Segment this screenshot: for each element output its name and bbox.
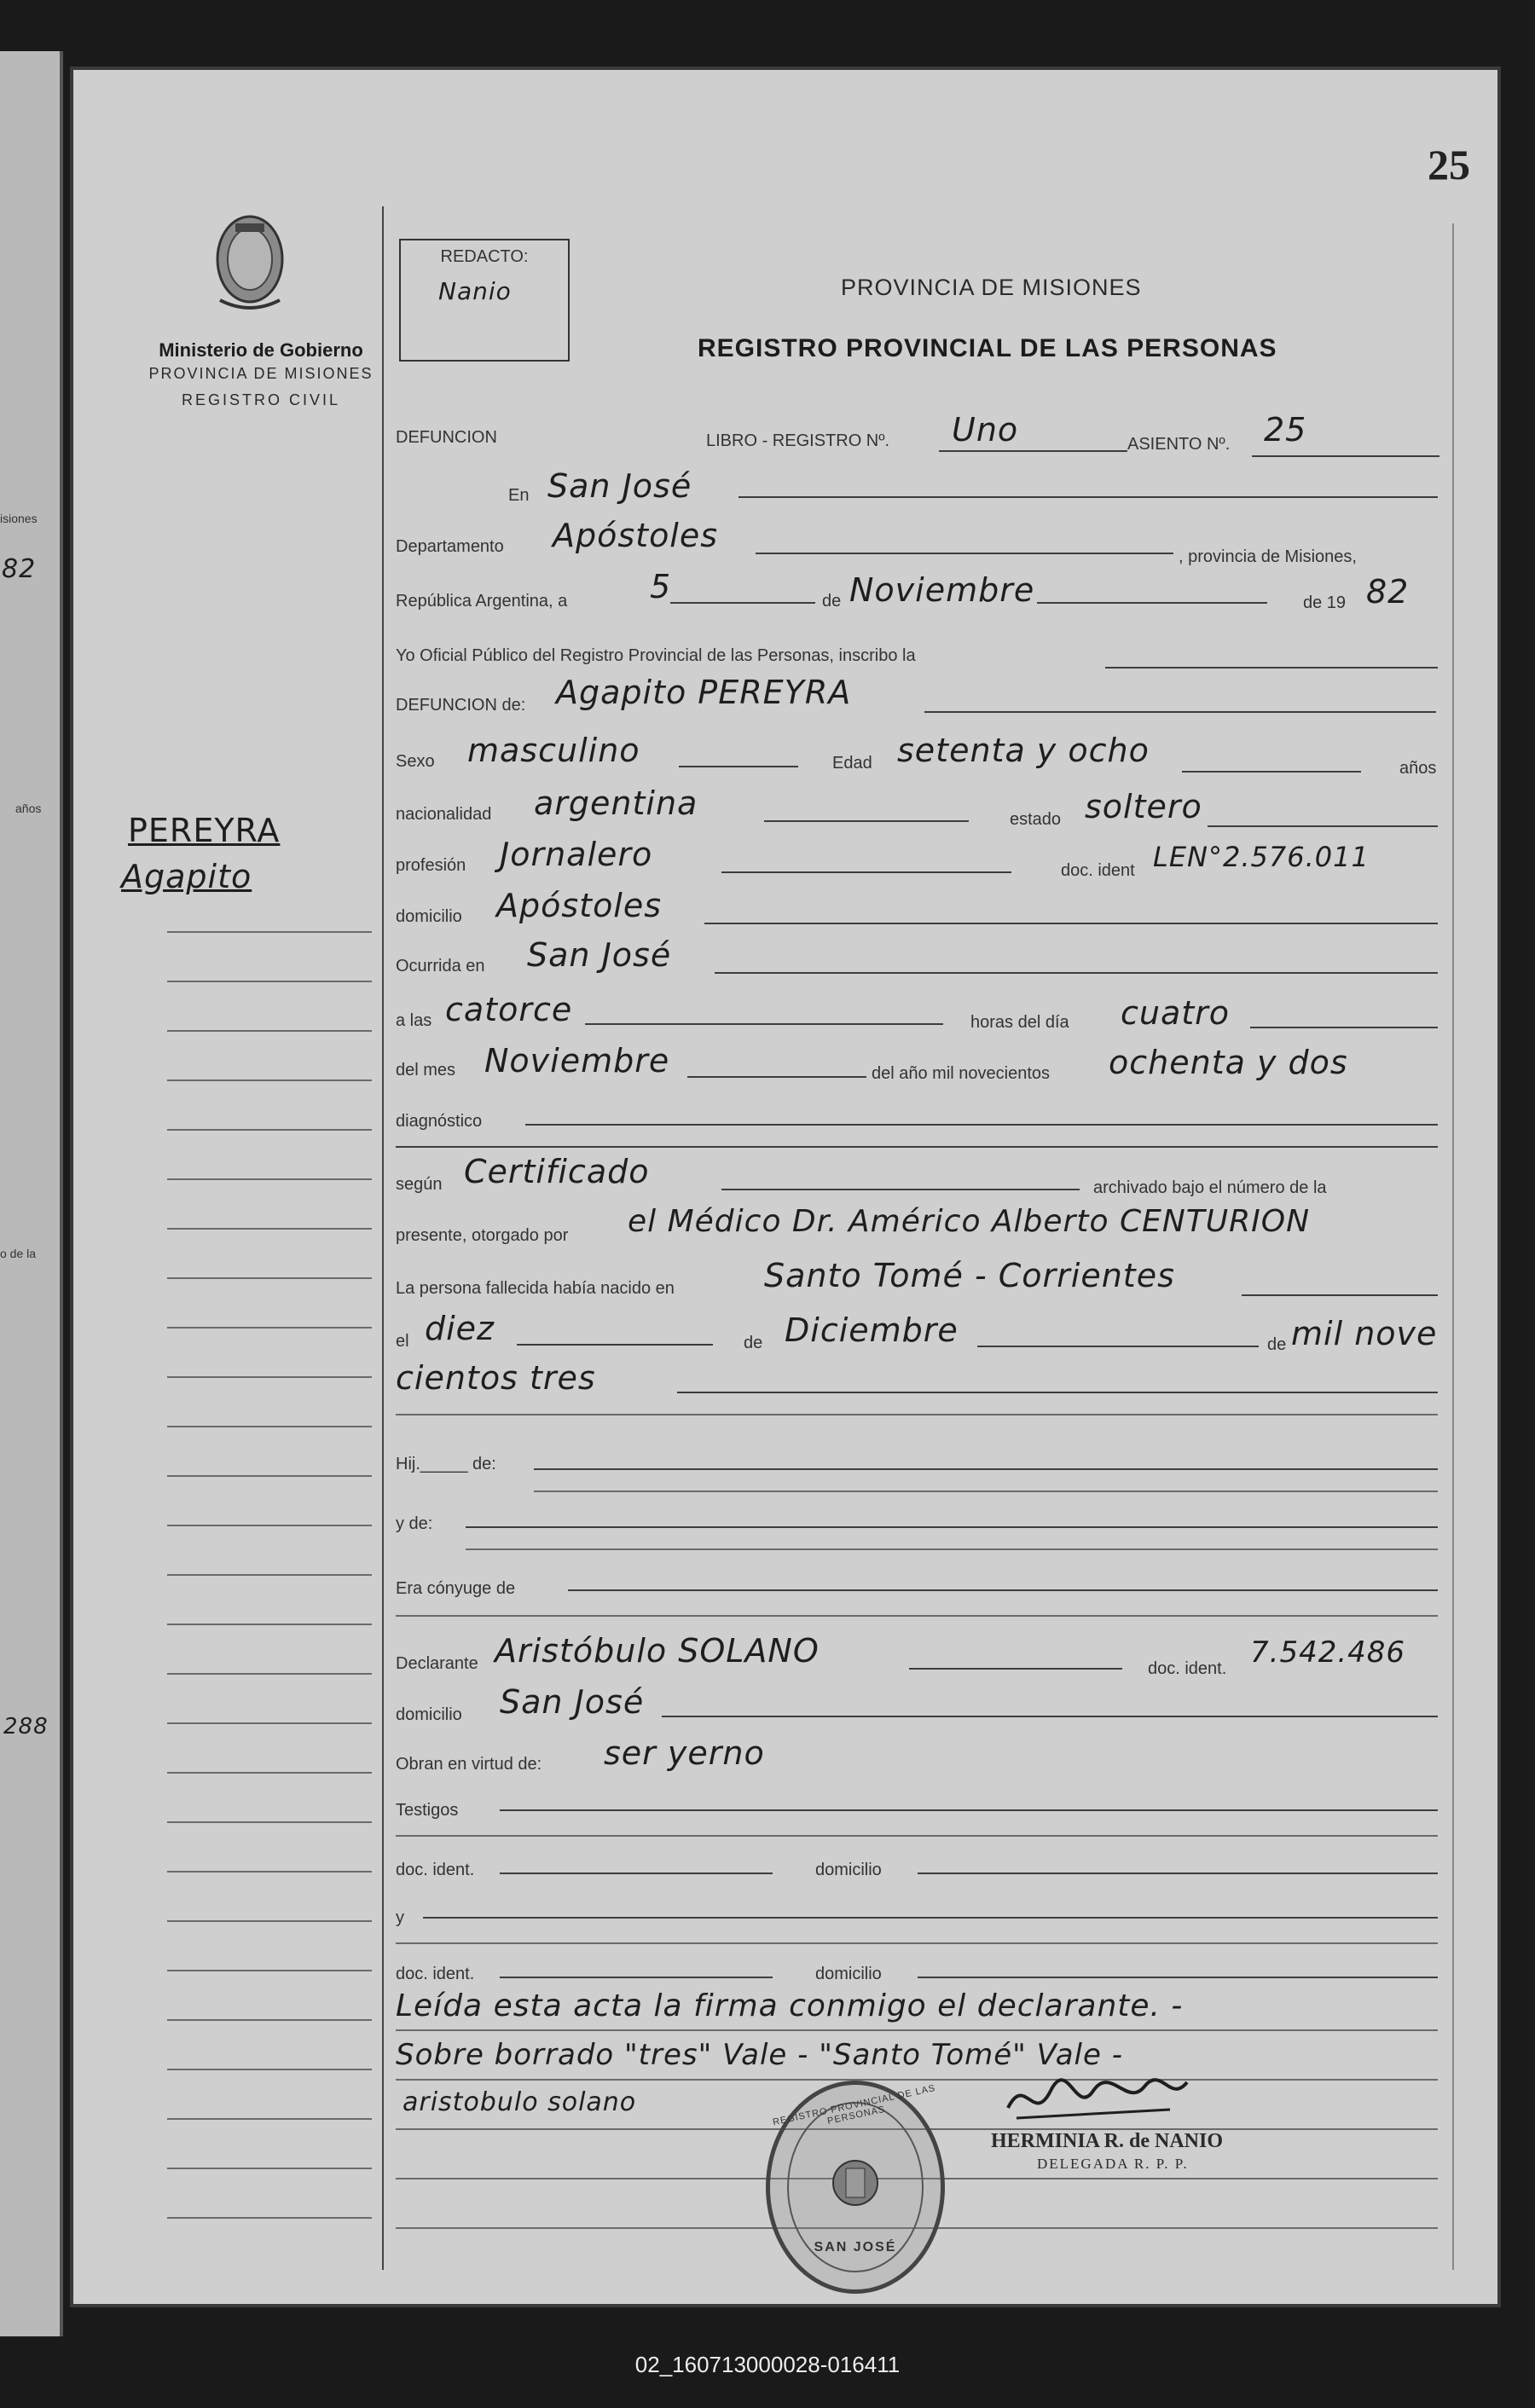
y-label: y [396,1908,404,1927]
margin-line [167,2168,372,2169]
segun-label: según [396,1175,443,1194]
coat-of-arms-icon [203,206,297,317]
register-page [70,67,1501,2307]
del-mes-value: Noviembre [484,1042,670,1080]
ano-nac-value-2: cientos tres [396,1359,596,1397]
margin-line [167,1722,372,1724]
previous-page-edge [0,51,63,2336]
letterhead-province: PROVINCIA DE MISIONES [148,365,374,382]
en-value: San José [547,467,692,505]
sexo-label: Sexo [396,752,435,771]
margin-line [167,2118,372,2120]
doc-ident-label: doc. ident [1061,861,1135,880]
margin-line [167,1277,372,1279]
margin-line [167,2217,372,2219]
page-number: 25 [1428,141,1470,188]
day-value: 5 [650,568,672,605]
margin-line [167,1228,372,1230]
right-rule [1452,223,1454,2270]
seal-emblem-icon [825,2153,885,2213]
mes-nac-value: Diciembre [785,1311,959,1349]
redacto-box [399,239,570,362]
dec-domicilio-value: San José [500,1683,645,1721]
horas-value: cuatro [1121,994,1231,1032]
dec-domicilio-label: domicilio [396,1705,462,1724]
de-label: de [822,592,842,611]
nacionalidad-label: nacionalidad [396,805,492,824]
testigo2-domicilio-label: domicilio [815,1965,882,1983]
declarant-signature: aristobulo solano [403,2087,637,2117]
libro-value: Uno [952,411,1019,449]
seal-outer-text: REGISTRO PROVINCIAL DE LAS PERSONAS [772,2083,937,2128]
provincia-text: , provincia de Misiones, [1179,547,1357,566]
nacionalidad-value: argentina [534,784,698,822]
testigo2-doc-label: doc. ident. [396,1965,475,1983]
month-value: Noviembre [849,571,1035,609]
dec-doc-value: 7.542.486 [1250,1635,1406,1670]
margin-line [167,1821,372,1823]
defuncion-label: DEFUNCION [396,428,497,447]
presente-value: el Médico Dr. Américo Alberto CENTURION [628,1204,1310,1239]
official-signature-icon [999,2065,1196,2133]
official-title: DELEGADA R. P. P. [1037,2156,1189,2172]
testigo1-domicilio-label: domicilio [815,1861,882,1879]
margin-line [167,1376,372,1378]
margin-line [167,1574,372,1576]
ministry-name: Ministerio de Gobierno [159,339,363,361]
domicilio-value: Apóstoles [496,887,663,924]
obran-value: ser yerno [604,1734,765,1772]
archivado-text: archivado bajo el número de la [1093,1178,1327,1197]
prev-fragment: 82 [2,554,37,584]
libro-label: LIBRO - REGISTRO Nº. [706,431,890,450]
margin-line [167,1129,372,1131]
closing-line-1: Leída esta acta la firma conmigo el declarante. - [396,1988,1184,2023]
segun-value: Certificado [464,1153,650,1190]
el-value: diez [425,1310,495,1347]
margin-surname: PEREYRA [128,812,281,849]
conyuge-label: Era cónyuge de [396,1579,516,1598]
ocurrida-value: San José [527,936,672,974]
margin-line [167,1772,372,1774]
margin-line [167,1871,372,1873]
obran-label: Obran en virtud de: [396,1755,542,1774]
margin-line [167,2019,372,2021]
margin-line [167,931,372,933]
ano-nac-value-1: mil nove [1291,1315,1438,1352]
presente-label: presente, otorgado por [396,1226,569,1245]
del-ano-label: del año mil novecientos [872,1064,1051,1083]
a-las-value: catorce [445,991,573,1028]
margin-line [167,981,372,982]
redacto-label: REDACTO: [440,247,529,266]
profesion-value: Jornalero [500,836,653,873]
asiento-label: ASIENTO Nº. [1127,435,1231,454]
asiento-value: 25 [1264,411,1307,449]
doc-ident-value: LEN°2.576.011 [1153,841,1370,873]
margin-line [167,1920,372,1922]
republica-label: República Argentina, a [396,592,568,611]
del-mes-label: del mes [396,1061,456,1080]
margin-line [167,1080,372,1081]
domicilio-label: domicilio [396,907,462,926]
del-ano-value: ochenta y dos [1109,1044,1348,1081]
margin-line [167,1327,372,1328]
y-de-label: y de: [396,1514,433,1533]
sexo-value: masculino [467,732,640,769]
edad-label: Edad [832,754,872,773]
en-label: En [508,486,530,505]
prev-fragment: 288 [3,1714,49,1739]
margin-given-name: Agapito [121,858,252,895]
margin-line [167,1030,372,1032]
hij-label: Hij._____ de: [396,1455,496,1473]
edad-value: setenta y ocho [897,732,1150,769]
margin-rule [382,206,384,2270]
departamento-label: Departamento [396,537,504,556]
departamento-value: Apóstoles [553,517,719,554]
diagnostico-label: diagnóstico [396,1112,483,1131]
margin-line [167,1673,372,1675]
ocurrida-label: Ocurrida en [396,957,485,975]
margin-line [167,1525,372,1526]
declarante-value: Aristóbulo SOLANO [495,1632,820,1670]
nacido-label: La persona fallecida había nacido en [396,1279,675,1298]
letterhead-registry: REGISTRO CIVIL [181,391,341,408]
defuncion-de-label: DEFUNCION de: [396,696,526,715]
testigos-label: Testigos [396,1801,459,1820]
margin-line [167,1970,372,1971]
header-province: PROVINCIA DE MISIONES [841,275,1142,300]
anos-label: años [1399,759,1437,778]
oficial-text: Yo Oficial Público del Registro Provincial de las Personas, inscribo la [396,646,916,665]
estado-value: soltero [1085,788,1202,825]
margin-line [167,1475,372,1477]
defuncion-de-value: Agapito PEREYRA [556,674,852,711]
seal-inner-text: SAN JOSÉ [814,2240,897,2255]
declarante-label: Declarante [396,1654,478,1673]
year-value: 82 [1366,573,1410,611]
prev-fragment: años [15,802,42,815]
closing-line-2: Sobre borrado "tres" Vale - "Santo Tomé" Vale - [396,2038,1123,2072]
margin-line [167,1426,372,1427]
estado-label: estado [1010,810,1062,829]
nacido-value: Santo Tomé - Corrientes [764,1257,1175,1294]
official-seal [766,2081,945,2294]
testigo1-doc-label: doc. ident. [396,1861,475,1879]
horas-label: horas del día [970,1013,1069,1032]
header-title: REGISTRO PROVINCIAL DE LAS PERSONAS [698,334,1277,362]
de3-label: de [1267,1335,1287,1354]
prev-fragment: isiones [0,512,38,525]
prev-fragment: o de la [0,1247,37,1260]
el-label: el [396,1332,409,1351]
image-caption: 02_160713000028-016411 [634,2352,901,2377]
dec-doc-label: doc. ident. [1148,1659,1227,1678]
profesion-label: profesión [396,856,466,875]
margin-line [167,2069,372,2070]
redacto-value: Nanio [438,277,512,305]
margin-line [167,1178,372,1180]
de-19-label: de 19 [1303,593,1347,612]
official-name: HERMINIA R. de NANIO [991,2130,1224,2152]
de2-label: de [744,1334,763,1352]
margin-line [167,1624,372,1625]
a-las-label: a las [396,1011,432,1030]
